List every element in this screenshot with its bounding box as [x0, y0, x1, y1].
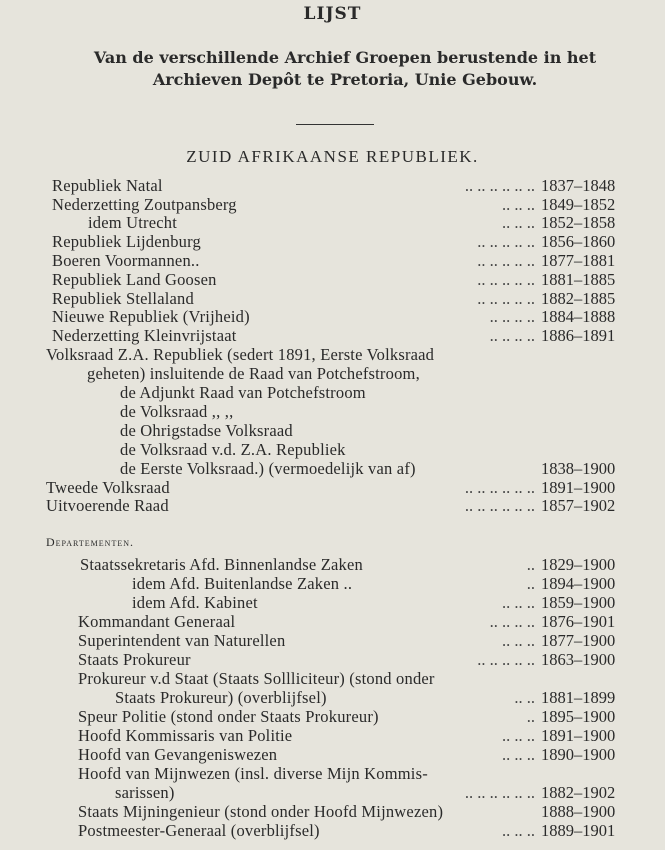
dot-leader: .. .. .. — [502, 821, 535, 840]
dot-leader: .. — [526, 707, 535, 726]
dot-leader: .. .. .. .. — [489, 326, 535, 345]
list-entry — [0, 345, 665, 365]
entry-label: de Adjunkt Raad van Potchefstroom — [120, 383, 366, 402]
list-entry — [0, 402, 665, 422]
list-entry — [0, 421, 665, 441]
entry-years: 1882–1902 — [541, 783, 616, 802]
list-entry — [0, 270, 665, 290]
entry-label: de Volksraad v.d. Z.A. Republiek — [120, 440, 346, 459]
department-entry — [0, 593, 665, 613]
entry-label: de Ohrigstadse Volksraad — [120, 421, 293, 440]
entry-label: Nieuwe Republiek (Vrijheid) — [52, 307, 250, 326]
entry-years: 1891–1900 — [541, 478, 616, 497]
entry-label: Nederzetting Kleinvrijstaat — [52, 326, 237, 345]
department-entry — [0, 669, 665, 689]
entry-label: de Volksraad ,, ,, — [120, 402, 234, 421]
entry-years: 1852–1858 — [541, 213, 616, 232]
entry-years: 1876–1901 — [541, 612, 616, 631]
dot-leader: .. .. .. — [502, 745, 535, 764]
entry-label: Superintendent van Naturellen — [78, 631, 286, 650]
entry-label: Prokureur v.d Staat (Staats Sollliciteur) (stond onder — [78, 669, 435, 688]
list-entry — [0, 176, 665, 196]
dot-leader: .. .. .. — [502, 593, 535, 612]
entry-label: Staatssekretaris Afd. Binnenlandse Zaken — [80, 555, 363, 574]
entry-years: 1877–1900 — [541, 631, 616, 650]
list-entry — [0, 459, 665, 479]
entry-years: 1859–1900 — [541, 593, 616, 612]
entry-label: idem Afd. Buitenlandse Zaken .. — [132, 574, 353, 593]
subtitle-line-1: Van de verschillende Archief Groepen berustende in het — [93, 48, 597, 67]
departments-heading: Departementen. — [46, 535, 135, 549]
subtitle-line-2: Archieven Depôt te Pretoria, Unie Gebouw. — [152, 70, 538, 89]
list-entry — [0, 478, 665, 498]
list-entry — [0, 307, 665, 327]
dot-leader: .. .. .. .. .. — [477, 251, 535, 270]
list-entry — [0, 364, 665, 384]
dot-leader: .. .. .. .. .. — [477, 650, 535, 669]
entry-years: 1884–1888 — [541, 307, 616, 326]
entry-years: 1891–1900 — [541, 726, 616, 745]
dot-leader: .. .. — [514, 688, 535, 707]
dot-leader: .. .. .. — [502, 195, 535, 214]
entry-label: Staats Mijningenieur (stond onder Hoofd Mijnwezen) — [78, 802, 444, 821]
department-entry — [0, 574, 665, 594]
entry-label: Republiek Lijdenburg — [52, 232, 201, 251]
entry-years: 1829–1900 — [541, 555, 616, 574]
entry-years: 1888–1900 — [541, 802, 616, 821]
entry-label: de Eerste Volksraad.) (vermoedelijk van af) — [120, 459, 416, 478]
department-entry — [0, 821, 665, 841]
dot-leader: .. .. .. .. .. — [477, 232, 535, 251]
list-entry — [0, 213, 665, 233]
entry-label: Kommandant Generaal — [78, 612, 236, 631]
entry-years: 1894–1900 — [541, 574, 616, 593]
entry-years: 1837–1848 — [541, 176, 616, 195]
entry-label: geheten) insluitende de Raad van Potchefstroom, — [87, 364, 420, 383]
list-entry — [0, 251, 665, 271]
entry-years: 1857–1902 — [541, 496, 616, 515]
department-entry — [0, 631, 665, 651]
entry-label: Hoofd Kommissaris van Politie — [78, 726, 293, 745]
page-title: LIJST — [303, 4, 362, 24]
list-entry — [0, 496, 665, 516]
dot-leader: .. .. .. — [502, 213, 535, 232]
entry-label: Republiek Stellaland — [52, 289, 194, 308]
department-entry — [0, 688, 665, 708]
entry-label: Boeren Voormannen.. — [52, 251, 200, 270]
dot-leader: .. .. .. .. .. — [477, 289, 535, 308]
entry-label: Volksraad Z.A. Republiek (sedert 1891, Eerste Volksraad — [46, 345, 435, 364]
dot-leader: .. .. .. .. .. .. — [464, 176, 535, 195]
dot-leader: .. .. .. .. .. .. — [464, 478, 535, 497]
entry-label: Republiek Natal — [52, 176, 163, 195]
entry-label: Staats Prokureur — [78, 650, 191, 669]
entry-label: Tweede Volksraad — [46, 478, 170, 497]
department-entry — [0, 707, 665, 727]
department-entry — [0, 650, 665, 670]
entry-years: 1890–1900 — [541, 745, 616, 764]
entry-label: Hoofd van Mijnwezen (insl. diverse Mijn Kommis- — [78, 764, 428, 783]
department-entry — [0, 555, 665, 575]
list-entry — [0, 195, 665, 215]
dot-leader: .. — [526, 555, 535, 574]
dot-leader: .. .. .. .. .. — [477, 270, 535, 289]
list-entry — [0, 383, 665, 403]
list-entry — [0, 326, 665, 346]
dot-leader: .. .. .. .. .. .. — [464, 496, 535, 515]
entry-years: 1881–1885 — [541, 270, 616, 289]
entry-years: 1889–1901 — [541, 821, 616, 840]
entry-years: 1886–1891 — [541, 326, 616, 345]
dot-leader: .. .. .. — [502, 631, 535, 650]
entry-label: Hoofd van Gevangeniswezen — [78, 745, 278, 764]
entry-years: 1882–1885 — [541, 289, 616, 308]
entry-label: Postmeester-Generaal (overblijfsel) — [78, 821, 320, 840]
entry-years: 1881–1899 — [541, 688, 616, 707]
section-title: ZUID AFRIKAANSE REPUBLIEK. — [186, 147, 479, 166]
entry-years: 1895–1900 — [541, 707, 616, 726]
entry-years: 1877–1881 — [541, 251, 616, 270]
department-entry — [0, 783, 665, 803]
entry-label: idem Utrecht — [88, 213, 177, 232]
list-entry — [0, 440, 665, 460]
entry-years: 1849–1852 — [541, 195, 616, 214]
separator-rule — [296, 124, 374, 125]
dot-leader: .. .. .. .. .. .. — [464, 783, 535, 802]
entry-label: sarissen) — [115, 783, 175, 802]
list-entry — [0, 289, 665, 309]
department-entry — [0, 764, 665, 784]
entry-label: idem Afd. Kabinet — [132, 593, 258, 612]
entry-label: Republiek Land Goosen — [52, 270, 217, 289]
dot-leader: .. — [526, 574, 535, 593]
department-entry — [0, 612, 665, 632]
department-entry — [0, 802, 665, 822]
entry-years: 1856–1860 — [541, 232, 616, 251]
dot-leader: .. .. .. .. — [489, 612, 535, 631]
dot-leader: .. .. .. .. — [489, 307, 535, 326]
list-entry — [0, 232, 665, 252]
entry-years: 1838–1900 — [541, 459, 616, 478]
department-entry — [0, 745, 665, 765]
entry-years: 1863–1900 — [541, 650, 616, 669]
department-entry — [0, 726, 665, 746]
dot-leader: .. .. .. — [502, 726, 535, 745]
entry-label: Speur Politie (stond onder Staats Prokureur) — [78, 707, 379, 726]
entry-label: Nederzetting Zoutpansberg — [52, 195, 237, 214]
entry-label: Staats Prokureur) (overblijfsel) — [115, 688, 327, 707]
entry-label: Uitvoerende Raad — [46, 496, 169, 515]
page-subtitle — [40, 47, 650, 91]
